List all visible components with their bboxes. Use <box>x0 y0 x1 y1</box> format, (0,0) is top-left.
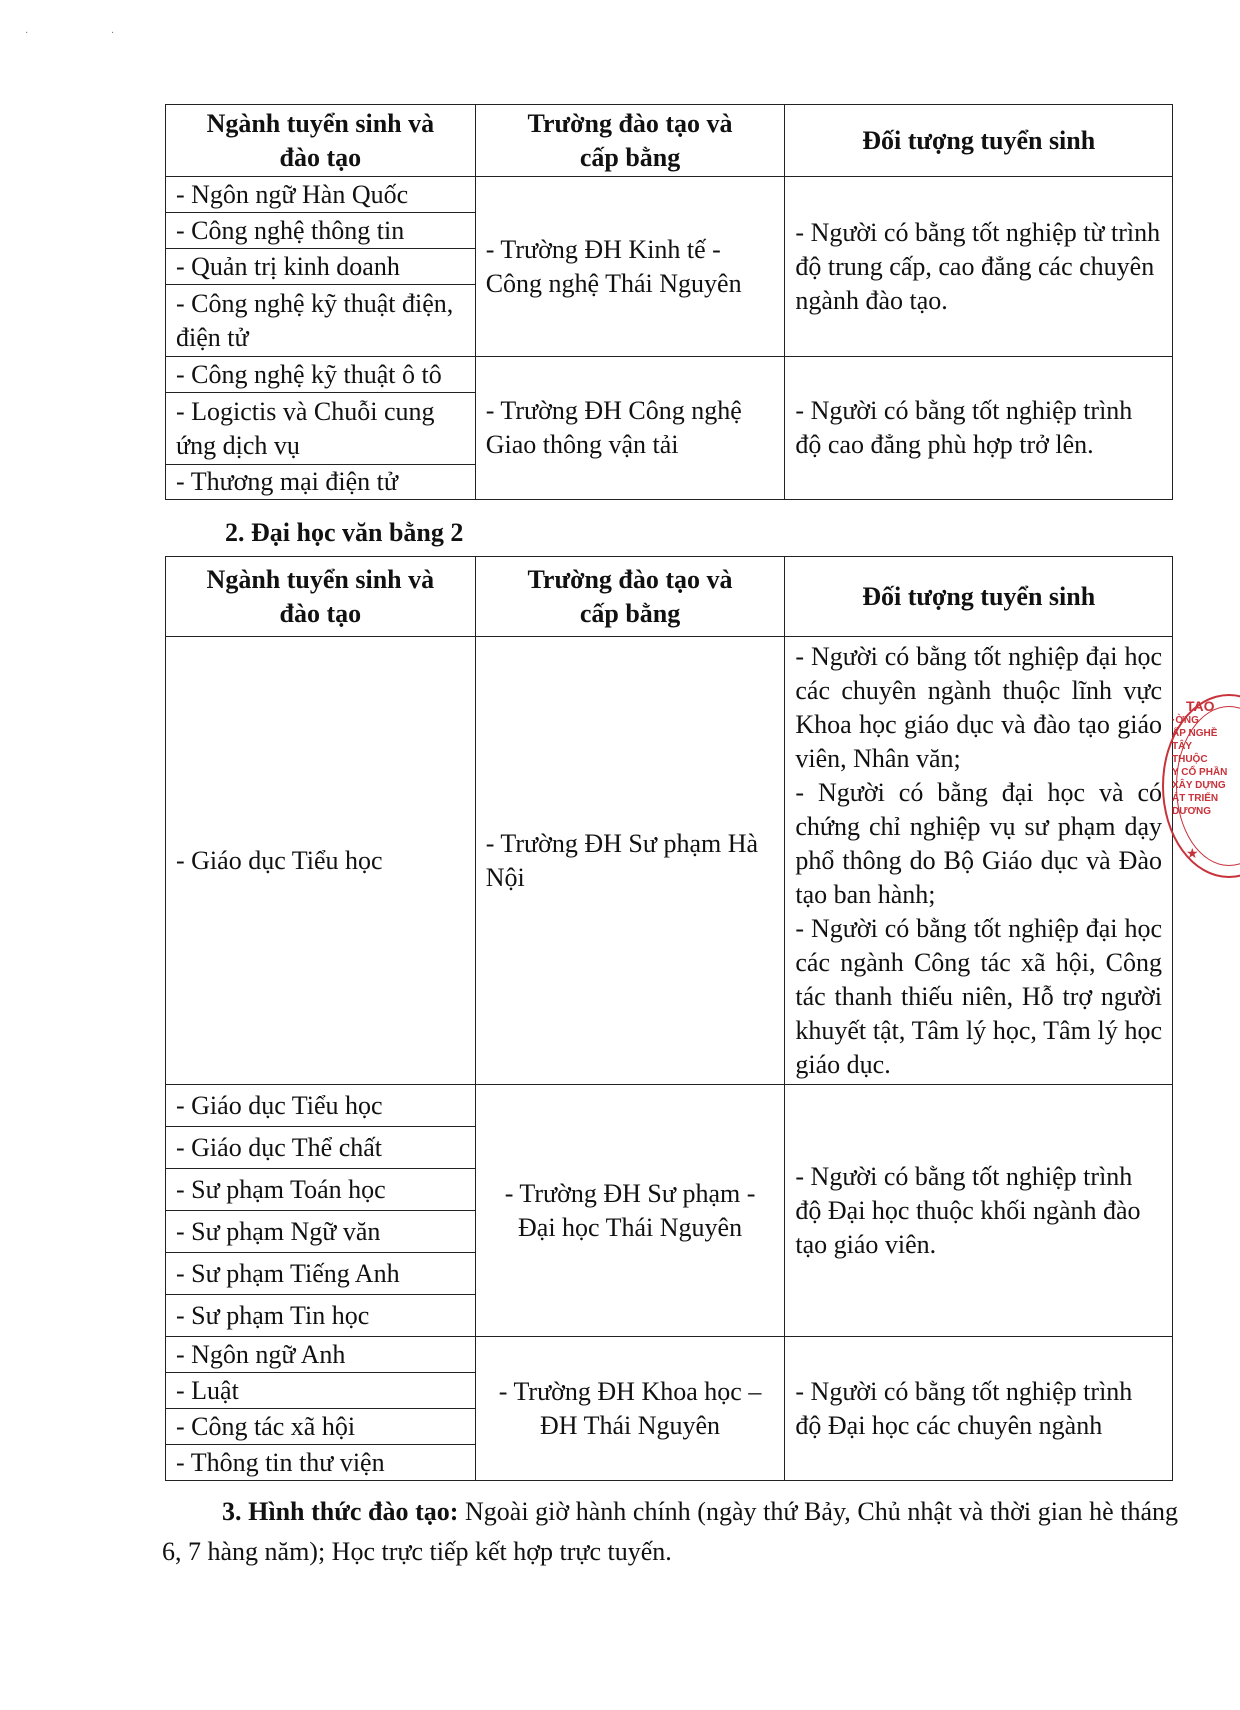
major-cell: - Sư phạm Ngữ văn <box>166 1211 476 1253</box>
header-target: Đối tượng tuyển sinh <box>785 105 1173 177</box>
major-cell: - Sư phạm Tin học <box>166 1295 476 1337</box>
official-stamp <box>1162 694 1240 878</box>
scan-specks: · · <box>25 28 155 39</box>
target-cell: - Người có bằng tốt nghiệp trình độ cao đẳng phù hợp trở lên. <box>785 357 1173 500</box>
stamp-center-text: ·ỜNG ẤP NGHỀ TÂY THUỘC Y CỔ PHẦN XÂY DỰNG ÁT TRIỂN DƯƠNG <box>1172 715 1228 817</box>
target-cell: - Người có bằng tốt nghiệp trình độ Đại học thuộc khối ngành đào tạo giáo viên. <box>785 1085 1173 1337</box>
section-heading-second-degree: 2. Đại học văn bằng 2 <box>225 518 464 547</box>
target-cell: - Người có bằng tốt nghiệp đại học các chuyên ngành thuộc lĩnh vực Khoa học giáo dục và đào tạo giáo viên, Nhân văn; - Người có bằng đại học và có chứng chỉ nghiệp vụ sư phạm dạy phổ thông do Bộ Giáo dục và Đào tạo ban hành; - Người có bằng tốt nghiệp đại học các ngành Công tác xã hội, Công tác thanh thiếu niên, Hỗ trợ người khuyết tật, Tâm lý học, Tâm lý học giáo dục. <box>785 637 1173 1085</box>
header-major: Ngành tuyển sinh và đào tạo <box>166 105 476 177</box>
major-cell: - Công nghệ kỹ thuật ô tô <box>166 357 476 393</box>
target-cell: - Người có bằng tốt nghiệp trình độ Đại học các chuyên ngành <box>785 1337 1173 1481</box>
section-label: 3. Hình thức đào tạo: <box>222 1497 459 1526</box>
header-target: Đối tượng tuyển sinh <box>785 557 1173 637</box>
section-text: Ngoài giờ hành chính (ngày thứ Bảy, Chủ nhật và thời gian hè tháng 6, 7 hàng năm); Học trực tiếp kết hợp trực tuyến. <box>162 1497 1179 1566</box>
major-cell: - Công nghệ thông tin <box>166 213 476 249</box>
major-cell: - Luật <box>166 1373 476 1409</box>
section-training-format <box>162 1492 1178 1572</box>
major-cell: - Giáo dục Thể chất <box>166 1127 476 1169</box>
major-cell: - Giáo dục Tiểu học <box>166 1085 476 1127</box>
major-cell: - Logictis và Chuỗi cung ứng dịch vụ <box>166 393 476 465</box>
school-cell: - Trường ĐH Kinh tế - Công nghệ Thái Nguyên <box>475 177 785 357</box>
stamp-top-text: TAO <box>1186 698 1215 714</box>
major-cell: - Công tác xã hội <box>166 1409 476 1445</box>
major-cell: - Sư phạm Toán học <box>166 1169 476 1211</box>
major-cell: - Công nghệ kỹ thuật điện, điện tử <box>166 285 476 357</box>
major-cell: - Giáo dục Tiểu học <box>166 637 476 1085</box>
major-cell: - Quản trị kinh doanh <box>166 249 476 285</box>
header-major: Ngành tuyển sinh và đào tạo <box>166 557 476 637</box>
major-cell: - Ngôn ngữ Anh <box>166 1337 476 1373</box>
admissions-table-transfer <box>165 104 1173 500</box>
school-cell: - Trường ĐH Khoa học – ĐH Thái Nguyên <box>475 1337 785 1481</box>
major-cell: - Ngôn ngữ Hàn Quốc <box>166 177 476 213</box>
header-school: Trường đào tạo và cấp bằng <box>475 105 785 177</box>
admissions-table-second-degree <box>165 556 1173 1481</box>
school-cell: - Trường ĐH Sư phạm Hà Nội <box>475 637 785 1085</box>
school-cell: - Trường ĐH Sư phạm - Đại học Thái Nguyên <box>475 1085 785 1337</box>
major-cell: - Thương mại điện tử <box>166 465 476 500</box>
major-cell: - Sư phạm Tiếng Anh <box>166 1253 476 1295</box>
header-school: Trường đào tạo và cấp bằng <box>475 557 785 637</box>
star-icon: ★ <box>1186 847 1199 862</box>
target-cell: - Người có bằng tốt nghiệp từ trình độ trung cấp, cao đẳng các chuyên ngành đào tạo. <box>785 177 1173 357</box>
major-cell: - Thông tin thư viện <box>166 1445 476 1481</box>
school-cell: - Trường ĐH Công nghệ Giao thông vận tải <box>475 357 785 500</box>
